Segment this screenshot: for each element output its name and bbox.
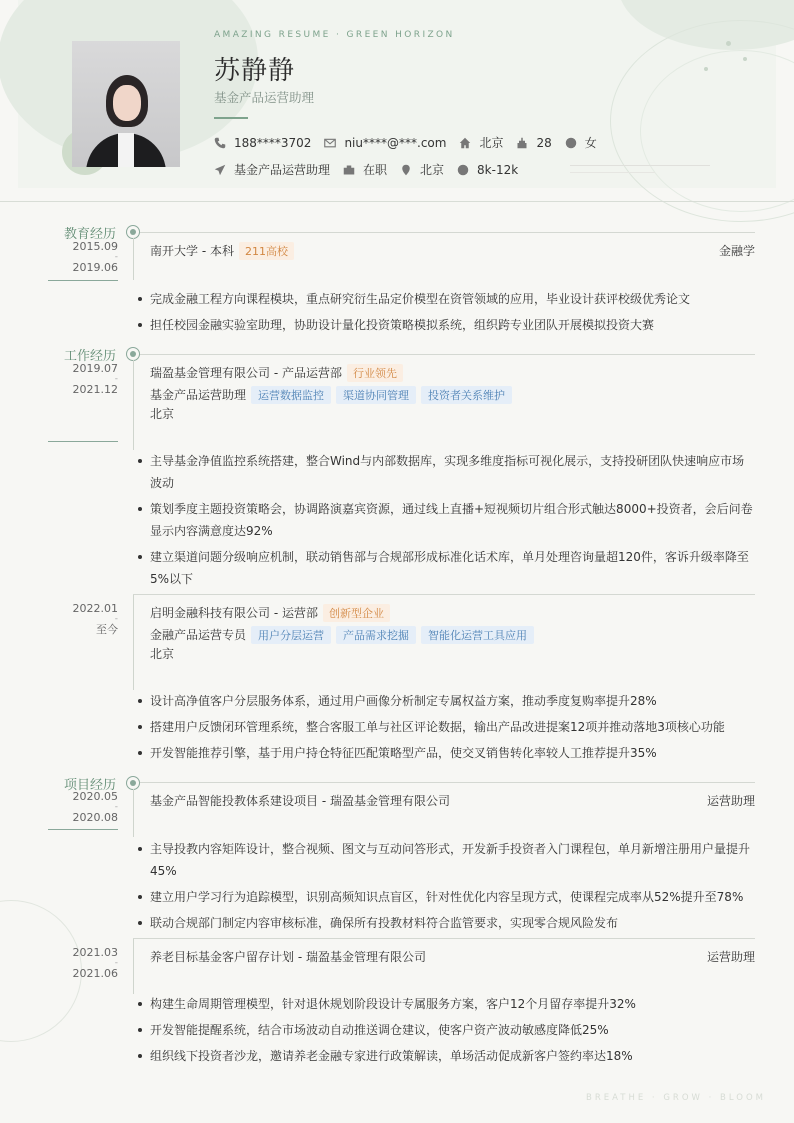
entry-divider xyxy=(140,232,755,233)
decorative-dot xyxy=(726,41,731,46)
gender-item xyxy=(565,134,597,151)
work-2-role-row xyxy=(150,626,755,644)
project-2-dates xyxy=(48,947,118,979)
project-role: 运营助理 xyxy=(706,950,755,964)
end-date: 2019.06 xyxy=(72,261,118,274)
work-1-city: 北京 xyxy=(150,407,175,421)
money-icon xyxy=(457,164,469,176)
mail-icon xyxy=(324,137,336,149)
project-name: 基金产品智能投教体系建设项目 - 瑞盈基金管理有限公司 xyxy=(150,794,450,808)
work-2-city: 北京 xyxy=(150,647,175,661)
gender-text: 女 xyxy=(584,136,597,150)
education-dates xyxy=(48,241,118,273)
company-name: 瑞盈基金管理有限公司 - 产品运营部 xyxy=(150,366,342,380)
intent-city-text: 北京 xyxy=(420,163,445,177)
work-2-dates xyxy=(48,603,118,635)
company-name: 启明金融科技有限公司 - 运营部 xyxy=(150,606,318,620)
start-date: 2019.07 xyxy=(72,362,118,375)
status-item xyxy=(343,161,387,178)
section-title-education: 教育经历 xyxy=(63,227,116,242)
timeline-line xyxy=(133,789,134,837)
job-intent-row xyxy=(214,161,531,178)
resume-tagline: AMAZING RESUME · GREEN HORIZON xyxy=(214,30,455,40)
end-date: 2021.06 xyxy=(72,967,118,980)
company-badge: 创新型企业 xyxy=(323,604,390,622)
decorative-dot xyxy=(704,67,708,71)
work-2-header xyxy=(150,604,755,622)
decorative-dot xyxy=(743,57,747,61)
timeline-line xyxy=(133,360,134,450)
date-underline xyxy=(48,829,118,830)
major: 金融学 xyxy=(718,244,755,258)
home-icon xyxy=(459,137,471,149)
project-1-dates xyxy=(48,791,118,823)
job-title: 基金产品运营助理 xyxy=(214,90,315,105)
date-separator: - xyxy=(114,802,118,812)
phone-text: 188****3702 xyxy=(234,135,312,150)
section-node-icon xyxy=(126,347,140,361)
timeline-line xyxy=(133,238,134,280)
location-icon xyxy=(400,164,412,176)
role-name: 金融产品运营专员 xyxy=(150,628,247,642)
role-name: 基金产品运营助理 xyxy=(150,388,247,402)
profile-photo xyxy=(62,41,180,175)
salary-item xyxy=(457,163,518,177)
list-item: 策划季度主题投资策略会，协调路演嘉宾资源，通过线上直播+短视频切片组合形式触达8000+投资者，会后问卷显示内容满意度达92% xyxy=(138,498,754,542)
section-title-project: 项目经历 xyxy=(63,778,116,793)
list-item: 主导投教内容矩阵设计，整合视频、图文与互动问答形式，开发新手投资者入门课程包，单月新增注册用户量提升45% xyxy=(138,838,754,882)
work-1-dates xyxy=(48,363,118,395)
phone-icon xyxy=(214,137,226,149)
end-date: 2021.12 xyxy=(72,383,118,396)
start-date: 2021.03 xyxy=(72,946,118,959)
age-item xyxy=(516,136,551,150)
date-underline xyxy=(48,280,118,281)
start-date: 2020.05 xyxy=(72,790,118,803)
list-item: 搭建用户反馈闭环管理系统，整合客服工单与社区评论数据，输出产品改进提案12项并推动落地3项核心功能 xyxy=(138,716,754,738)
list-item: 开发智能提醒系统，结合市场波动自动推送调仓建议，使客户资产波动敏感度降低25% xyxy=(138,1019,754,1041)
entry-divider xyxy=(133,938,755,939)
footer-slogan: BREATHE · GROW · BLOOM xyxy=(586,1093,766,1103)
timeline-line xyxy=(133,938,134,994)
list-item: 主导基金净值监控系统搭建，整合Wind与内部数据库，实现多维度指标可视化展示，支持投研团队快速响应市场波动 xyxy=(138,450,754,494)
entry-divider xyxy=(133,594,755,595)
cake-icon xyxy=(516,137,528,149)
start-date: 2022.01 xyxy=(72,602,118,615)
list-item: 担任校园金融实验室助理，协助设计量化投资策略模拟系统，组织跨专业团队开展模拟投资大赛 xyxy=(138,314,754,336)
entry-divider xyxy=(140,782,755,783)
title-underline xyxy=(214,117,248,119)
salary-text: 8k-12k xyxy=(477,162,519,177)
phone-item xyxy=(214,136,311,150)
skill-tag: 渠道协同管理 xyxy=(336,386,416,404)
skill-tag: 投资者关系维护 xyxy=(421,386,512,404)
gender-icon xyxy=(565,137,577,149)
school-badge: 211高校 xyxy=(239,242,294,260)
decorative-line xyxy=(570,172,655,173)
skill-tag: 运营数据监控 xyxy=(251,386,331,404)
work-1-role-row xyxy=(150,386,755,404)
work-1-header xyxy=(150,364,755,382)
list-item: 设计高净值客户分层服务体系，通过用户画像分析制定专属权益方案，推动季度复购率提升28% xyxy=(138,690,754,712)
date-separator: - xyxy=(114,252,118,262)
school-name: 南开大学 - 本科 xyxy=(150,244,234,258)
section-node-icon xyxy=(126,225,140,239)
start-date: 2015.09 xyxy=(72,240,118,253)
skill-tag: 用户分层运营 xyxy=(251,626,331,644)
list-item: 建立用户学习行为追踪模型，识别高频知识点盲区，针对性优化内容呈现方式，使课程完成率从52%提升至78% xyxy=(138,886,754,908)
list-item: 组织线下投资者沙龙，邀请养老金融专家进行政策解读，单场活动促成新客户签约率达18% xyxy=(138,1045,754,1067)
date-underline xyxy=(48,441,118,442)
candidate-name: 苏静静 xyxy=(214,56,296,86)
skill-tag: 智能化运营工具应用 xyxy=(421,626,534,644)
city-item xyxy=(459,134,503,151)
age-text: 28 xyxy=(536,135,552,150)
section-title-work: 工作经历 xyxy=(63,349,116,364)
contact-info-row xyxy=(214,134,610,151)
briefcase-icon xyxy=(343,164,355,176)
project-2-header xyxy=(150,948,755,965)
end-date: 至今 xyxy=(96,623,118,636)
list-item: 完成金融工程方向课程模块，重点研究衍生品定价模型在资管领域的应用，毕业设计获评校级优秀论文 xyxy=(138,288,754,310)
email-text: niu****@***.com xyxy=(344,135,447,150)
education-header xyxy=(150,242,755,260)
list-item: 建立渠道问题分级响应机制，联动销售部与合规部形成标准化话术库，单月处理咨询量超120件，客诉升级率降至5%以下 xyxy=(138,546,754,590)
project-1-header xyxy=(150,792,755,809)
status-text: 在职 xyxy=(363,163,388,177)
send-icon xyxy=(214,164,226,176)
timeline-line xyxy=(133,594,134,690)
project-name: 养老目标基金客户留存计划 - 瑞盈基金管理有限公司 xyxy=(150,950,426,964)
list-item: 联动合规部门制定内容审核标准，确保所有投教材料符合监管要求，实现零合规风险发布 xyxy=(138,912,754,934)
city-text: 北京 xyxy=(479,136,504,150)
email-item xyxy=(324,136,446,150)
list-item: 开发智能推荐引擎，基于用户持仓特征匹配策略型产品，使交叉销售转化率较人工推荐提升35% xyxy=(138,742,754,764)
date-separator: - xyxy=(114,614,118,624)
intent-position-item xyxy=(214,161,330,178)
decorative-line xyxy=(570,165,710,166)
intent-position-text: 基金产品运营助理 xyxy=(234,163,331,177)
company-badge: 行业领先 xyxy=(347,364,403,382)
avatar xyxy=(72,41,180,167)
end-date: 2020.08 xyxy=(72,811,118,824)
list-item: 构建生命周期管理模型，针对退休规划阶段设计专属服务方案，客户12个月留存率提升32% xyxy=(138,993,754,1015)
date-separator: - xyxy=(114,374,118,384)
header-divider xyxy=(0,201,794,202)
skill-tag: 产品需求挖掘 xyxy=(336,626,416,644)
date-separator: - xyxy=(114,958,118,968)
intent-city-item xyxy=(400,161,444,178)
project-role: 运营助理 xyxy=(706,794,755,808)
entry-divider xyxy=(140,354,755,355)
section-node-icon xyxy=(126,776,140,790)
